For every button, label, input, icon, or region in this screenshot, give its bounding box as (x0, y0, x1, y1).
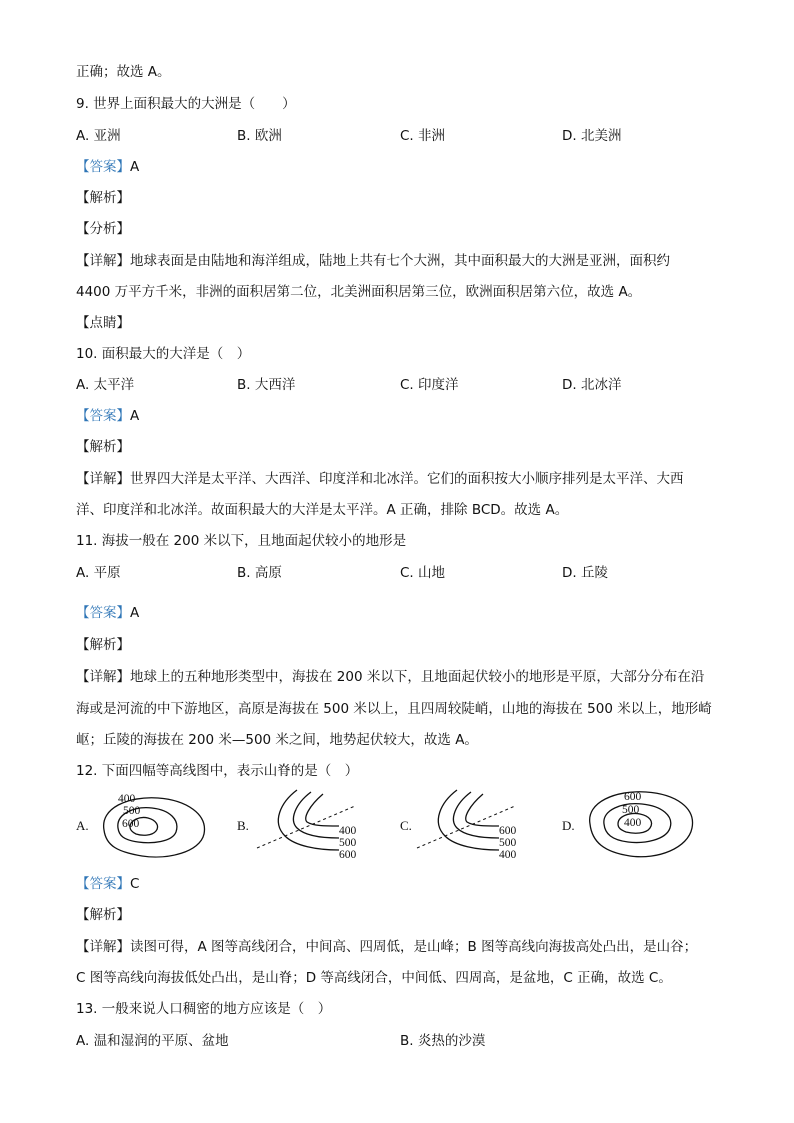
question-10: 10. 面积最大的大洋是（ ） (76, 346, 251, 362)
q12-analysis-label: 【解析】 (76, 907, 130, 923)
figure-c-value: 400 (499, 849, 517, 861)
q9-option-d: D. 北美洲 (562, 128, 622, 144)
question-12: 12. 下面四幅等高线图中，表示山脊的是（ ） (76, 763, 359, 779)
q11-answer: 【答案】A (76, 605, 140, 621)
q11-analysis-label: 【解析】 (76, 637, 130, 653)
q10-detail: 【详解】世界四大洋是太平洋、大西洋、印度洋和北冰洋。它们的面积按大小顺序排列是太平洋、大西 (76, 471, 684, 487)
q9-answer (76, 158, 139, 176)
q9-option-c: C. 非洲 (400, 128, 446, 144)
q11-option-a: A. 平原 (76, 565, 121, 581)
figure-a-letter: A. (76, 818, 89, 833)
figure-d-value: 500 (622, 804, 640, 816)
q10-answer: 【答案】A (76, 408, 140, 424)
q9-dianjing-label: 【点睛】 (76, 315, 130, 331)
detail-label: 【详解】 (76, 253, 130, 269)
figure-c-letter: C. (400, 818, 412, 833)
q12-detail-cont: C 图等高线向海拔低处凸出，是山脊；D 等高线闭合，中间低、四周高，是盆地，C 正确，故选 C。 (76, 970, 672, 986)
q13-option-b: B. 炎热的沙漠 (400, 1033, 486, 1049)
q10-option-d: D. 北冰洋 (562, 377, 622, 393)
q11-detail: 【详解】地球上的五种地形类型中，海拔在 200 米以下，且地面起伏较小的地形是平原，大部分分布在沿 (76, 669, 705, 685)
q9-fenxi-label: 【分析】 (76, 221, 130, 237)
figure-a-value: 600 (122, 818, 140, 830)
answer-value: A (130, 159, 140, 175)
figure-b-value: 500 (339, 837, 357, 849)
q12-answer: 【答案】C (76, 876, 140, 892)
contour-figure-d (578, 788, 698, 863)
q12-detail: 【详解】读图可得，A 图等高线闭合，中间高、四周低，是山峰；B 图等高线向海拔高处凸出，是山谷； (76, 939, 698, 955)
q9-option-a: A. 亚洲 (76, 128, 121, 144)
figure-d-letter: D. (562, 818, 575, 833)
contour-figure-c (415, 788, 525, 863)
figure-b-value: 400 (339, 825, 357, 837)
q11-option-b: B. 高原 (237, 565, 282, 581)
q11-detail-cont-2: 岖；丘陵的海拔在 200 米—500 米之间，地势起伏较大，故选 A。 (76, 732, 478, 748)
figure-a-value: 500 (123, 805, 141, 817)
q10-option-b: B. 大西洋 (237, 377, 296, 393)
figure-d-value: 600 (624, 791, 642, 803)
q10-detail-cont: 洋、印度洋和北冰洋。故面积最大的大洋是太平洋。A 正确，排除 BCD。故选 A。 (76, 502, 569, 518)
question-13: 13. 一般来说人口稠密的地方应该是（ ） (76, 1001, 332, 1017)
figure-c-value: 600 (499, 825, 517, 837)
previous-answer-end: 正确；故选 A。 (76, 64, 171, 80)
q9-analysis-label: 【解析】 (76, 190, 130, 206)
question-11: 11. 海拔一般在 200 米以下，且地面起伏较小的地形是 (76, 533, 407, 549)
q9-option-b: B. 欧洲 (237, 128, 282, 144)
q11-detail-cont-1: 海或是河流的中下游地区，高原是海拔在 500 米以上，且四周较陡峭，山地的海拔在 500 米以上，地形崎 (76, 701, 712, 717)
figure-a-value: 400 (118, 793, 136, 805)
q10-option-a: A. 太平洋 (76, 377, 135, 393)
contour-figure-a (90, 790, 210, 865)
q10-option-c: C. 印度洋 (400, 377, 459, 393)
q9-detail: 【详解】地球表面是由陆地和海洋组成，陆地上共有七个大洲，其中面积最大的大洲是亚洲，面积约 (76, 253, 670, 269)
q11-option-d: D. 丘陵 (562, 565, 608, 581)
q9-detail-cont: 4400 万平方千米，非洲的面积居第二位，北美洲面积居第三位，欧洲面积居第六位，故选 A。 (76, 284, 642, 300)
answer-label: 【答案】 (76, 159, 130, 175)
figure-b-value: 600 (339, 849, 357, 861)
q11-option-c: C. 山地 (400, 565, 446, 581)
question-9: 9. 世界上面积最大的大洲是（ ） (76, 96, 296, 112)
figure-b-letter: B. (237, 818, 249, 833)
figure-d-value: 400 (624, 817, 642, 829)
figure-c-value: 500 (499, 837, 517, 849)
q10-analysis-label: 【解析】 (76, 439, 130, 455)
contour-figure-b (255, 788, 365, 863)
q13-option-a: A. 温和湿润的平原、盆地 (76, 1033, 229, 1049)
